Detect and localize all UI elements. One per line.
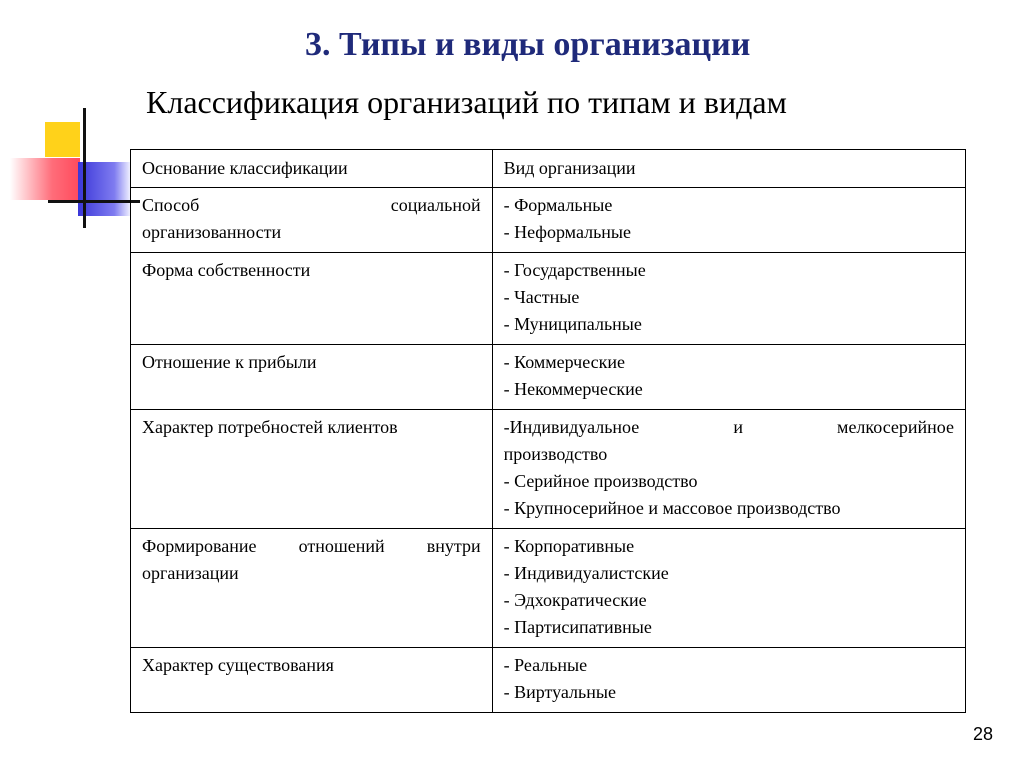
type-item: -Индивидуальное и мелкосерийное <box>503 417 954 437</box>
type-item: производство <box>503 444 608 464</box>
types-cell <box>492 410 965 529</box>
yellow-square-decoration <box>45 122 80 157</box>
types-cell <box>492 648 965 713</box>
type-item: - Государственные <box>503 260 646 280</box>
type-item: - Серийное производство <box>503 471 698 491</box>
header-type: Вид организации <box>492 150 965 188</box>
type-item: - Неформальные <box>503 222 632 242</box>
types-cell <box>492 529 965 648</box>
table-row <box>131 529 966 648</box>
type-item: - Индивидуалистские <box>503 563 669 583</box>
decorative-squares-graphic <box>0 100 140 230</box>
type-item: - Формальные <box>503 195 613 215</box>
type-item: - Виртуальные <box>503 682 616 702</box>
basis-cell <box>131 253 493 345</box>
type-item: - Крупносерийное и массовое производство <box>503 498 841 518</box>
type-item: - Некоммерческие <box>503 379 643 399</box>
slide-subtitle: Классификация организаций по типам и видам <box>146 84 787 120</box>
horizontal-line-decoration <box>48 200 140 203</box>
header-basis: Основание классификации <box>131 150 493 188</box>
basis-cell <box>131 345 493 410</box>
type-item: - Эдхократические <box>503 590 647 610</box>
basis-cell <box>131 529 493 648</box>
slide-title: 3. Типы и виды организации <box>305 26 751 63</box>
type-item: - Коммерческие <box>503 352 626 372</box>
basis-line: Форма собственности <box>142 260 311 280</box>
classification-table <box>130 149 966 713</box>
table-row <box>131 410 966 529</box>
table-row <box>131 345 966 410</box>
type-item: - Корпоративные <box>503 536 635 556</box>
basis-line: Способ социальной <box>142 195 481 215</box>
type-item: - Частные <box>503 287 580 307</box>
basis-line: Характер потребностей клиентов <box>142 417 398 437</box>
table-row <box>131 188 966 253</box>
type-item: - Реальные <box>503 655 588 675</box>
table-row <box>131 648 966 713</box>
basis-line: организованности <box>142 222 282 242</box>
table-header-row <box>131 150 966 188</box>
basis-cell <box>131 188 493 253</box>
type-item: - Партисипативные <box>503 617 652 637</box>
basis-line: Характер существования <box>142 655 334 675</box>
types-cell <box>492 345 965 410</box>
types-cell <box>492 253 965 345</box>
table-row <box>131 253 966 345</box>
vertical-line-decoration <box>83 108 86 228</box>
basis-cell <box>131 648 493 713</box>
red-square-decoration <box>10 158 80 200</box>
basis-line: Формирование отношений внутри <box>142 536 481 556</box>
type-item: - Муниципальные <box>503 314 642 334</box>
basis-cell <box>131 410 493 529</box>
page-number: 28 <box>973 724 994 744</box>
basis-line: организации <box>142 563 239 583</box>
types-cell <box>492 188 965 253</box>
basis-line: Отношение к прибыли <box>142 352 317 372</box>
